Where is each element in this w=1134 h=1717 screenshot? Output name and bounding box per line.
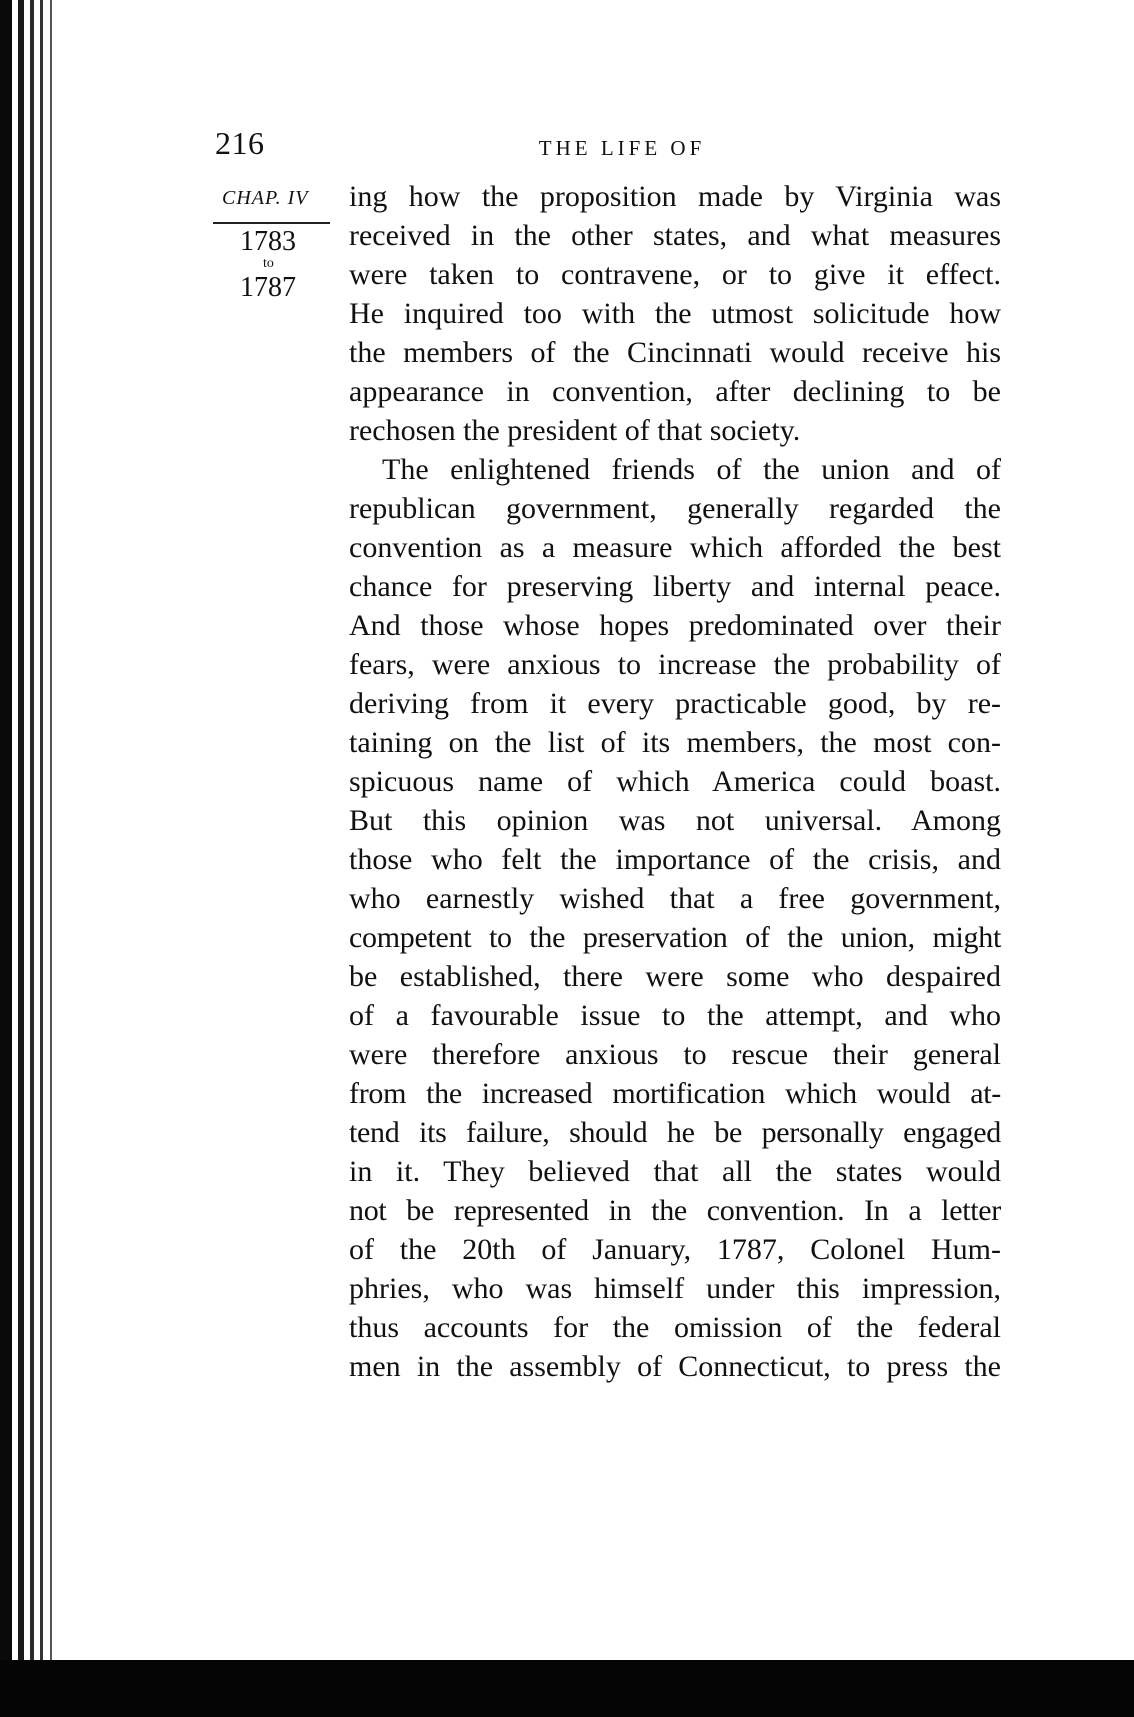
text-line: tend its failure, should he be personally engaged (349, 1116, 1001, 1149)
text-line: of a favourable issue to the attempt, and who (349, 999, 1001, 1032)
text-line: were taken to contravene, or to give it effect. (349, 258, 1001, 291)
running-head: THE LIFE OF (538, 136, 706, 160)
page-number: 216 (215, 125, 265, 161)
scan-edge-bottom (0, 1660, 1134, 1717)
text-line: convention as a measure which afforded the best (349, 531, 1001, 564)
text-line: of the 20th of January, 1787, Colonel Hum- (349, 1233, 1001, 1266)
year-end: 1787 (240, 272, 296, 303)
text-line: not be represented in the convention. In a letter (349, 1194, 1001, 1227)
text-line: ing how the proposition made by Virginia was (349, 180, 1001, 213)
text-line: those who felt the importance of the crisis, and (349, 843, 1001, 876)
text-line: appearance in convention, after declining to be (349, 375, 1001, 408)
text-line: competent to the preservation of the union, might (349, 921, 1001, 954)
text-line: the members of the Cincinnati would receive his (349, 336, 1001, 369)
scan-edge (40, 0, 43, 1717)
chapter-rule (213, 222, 330, 224)
scan-edge (30, 0, 34, 1717)
text-line: phries, who was himself under this impression, (349, 1272, 1001, 1305)
text-line: men in the assembly of Connecticut, to press the (349, 1350, 1001, 1383)
scan-edge (0, 0, 12, 1717)
text-line: were therefore anxious to rescue their general (349, 1038, 1001, 1071)
text-line: republican government, generally regarded the (349, 492, 1001, 525)
text-line: in it. They believed that all the states would (349, 1155, 1001, 1188)
chapter-marker: CHAP. IV (222, 187, 309, 209)
text-line: from the increased mortification which would at- (349, 1077, 1001, 1110)
year-to: to (263, 256, 274, 271)
text-line: He inquired too with the utmost solicitude how (349, 297, 1001, 330)
body-text (349, 177, 1001, 1386)
scan-edge (18, 0, 24, 1717)
text-line: spicuous name of which America could boast. (349, 765, 1001, 798)
text-line: And those whose hopes predominated over their (349, 609, 1001, 642)
text-line: chance for preserving liberty and internal peace. (349, 570, 1001, 603)
scan-edge (50, 0, 52, 1717)
text-line: But this opinion was not universal. Among (349, 804, 1001, 837)
year-start: 1783 (240, 226, 296, 257)
text-line: be established, there were some who despaired (349, 960, 1001, 993)
text-line: deriving from it every practicable good, by re- (349, 687, 1001, 720)
text-line: fears, were anxious to increase the probability of (349, 648, 1001, 681)
text-line: taining on the list of its members, the most con- (349, 726, 1001, 759)
text-line: thus accounts for the omission of the federal (349, 1311, 1001, 1344)
text-line: rechosen the president of that society. (349, 414, 801, 447)
text-line: The enlightened friends of the union and of (382, 453, 1001, 486)
text-line: received in the other states, and what measures (349, 219, 1001, 252)
text-line: who earnestly wished that a free government, (349, 882, 1001, 915)
